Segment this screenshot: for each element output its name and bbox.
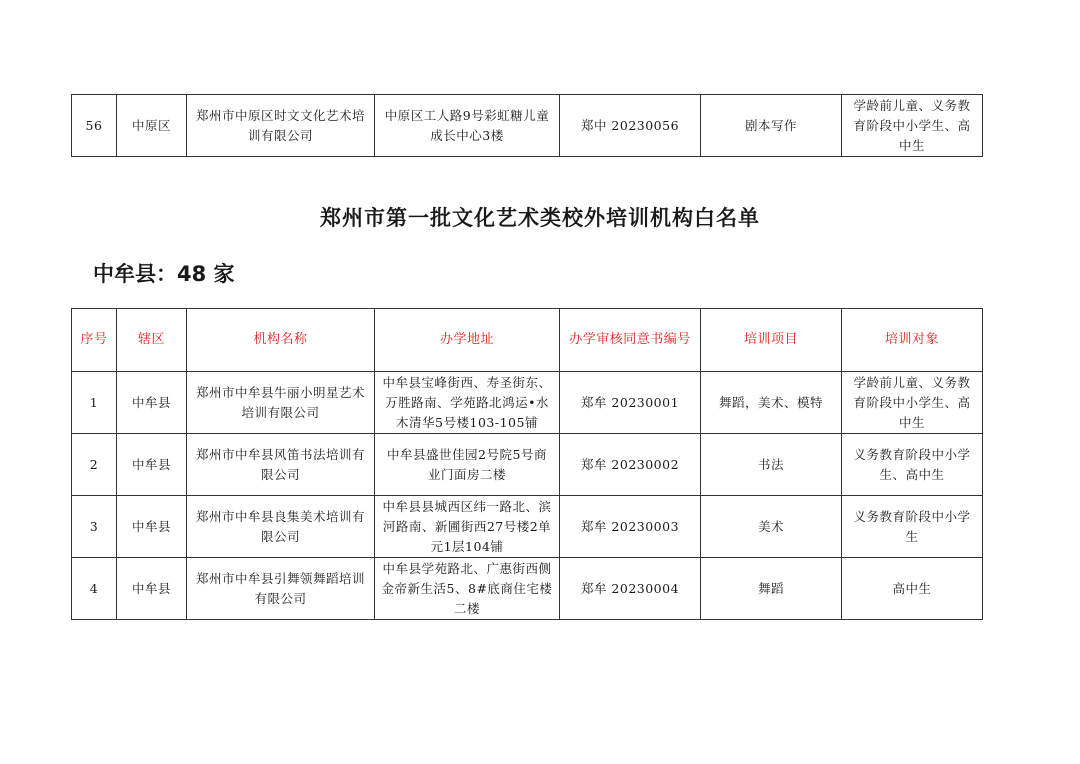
cell-name: 郑州市中原区时文文化艺术培训有限公司 bbox=[187, 95, 375, 157]
cell-name: 郑州市中牟县牛丽小明星艺术培训有限公司 bbox=[187, 372, 375, 434]
cell-target: 学龄前儿童、义务教育阶段中小学生、高中生 bbox=[842, 372, 983, 434]
cell-address: 中牟县盛世佳园2号院5号商业门面房二楼 bbox=[375, 434, 560, 496]
cell-project: 美术 bbox=[701, 496, 842, 558]
cell-address: 中牟县宝峰街西、寿圣街东、万胜路南、学苑路北鸿运•水木清华5号楼103-105铺 bbox=[375, 372, 560, 434]
cell-district: 中牟县 bbox=[117, 372, 187, 434]
cell-approval: 郑牟 20230004 bbox=[560, 558, 701, 620]
cell-address: 中原区工人路9号彩虹糖儿童成长中心3楼 bbox=[375, 95, 560, 157]
table-row bbox=[72, 558, 983, 620]
cell-district: 中牟县 bbox=[117, 496, 187, 558]
cell-district: 中牟县 bbox=[117, 434, 187, 496]
cell-address: 中牟县学苑路北、广惠街西侧金帝新生活5、8#底商住宅楼二楼 bbox=[375, 558, 560, 620]
table-row bbox=[72, 95, 983, 157]
cell-project: 书法 bbox=[701, 434, 842, 496]
cell-no: 2 bbox=[72, 434, 117, 496]
header-address: 办学地址 bbox=[375, 309, 560, 372]
cell-district: 中原区 bbox=[117, 95, 187, 157]
table-row bbox=[72, 496, 983, 558]
cell-district: 中牟县 bbox=[117, 558, 187, 620]
cell-project: 舞蹈，美术、模特 bbox=[701, 372, 842, 434]
cell-project: 舞蹈 bbox=[701, 558, 842, 620]
header-approval: 办学审核同意书编号 bbox=[560, 309, 701, 372]
header-target: 培训对象 bbox=[842, 309, 983, 372]
cell-no: 4 bbox=[72, 558, 117, 620]
cell-target: 义务教育阶段中小学生、高中生 bbox=[842, 434, 983, 496]
cell-name: 郑州市中牟县风笛书法培训有限公司 bbox=[187, 434, 375, 496]
header-project: 培训项目 bbox=[701, 309, 842, 372]
header-no: 序号 bbox=[72, 309, 117, 372]
table-row bbox=[72, 372, 983, 434]
cell-project: 剧本写作 bbox=[701, 95, 842, 157]
cell-target: 高中生 bbox=[842, 558, 983, 620]
document-title: 郑州市第一批文化艺术类校外培训机构白名单 bbox=[320, 206, 760, 230]
cell-target: 义务教育阶段中小学生 bbox=[842, 496, 983, 558]
header-district: 辖区 bbox=[117, 309, 187, 372]
cell-name: 郑州市中牟县引舞领舞蹈培训有限公司 bbox=[187, 558, 375, 620]
institution-table bbox=[71, 308, 983, 620]
cell-approval: 郑中 20230056 bbox=[560, 95, 701, 157]
header-name: 机构名称 bbox=[187, 309, 375, 372]
cell-target: 学龄前儿童、义务教育阶段中小学生、高中生 bbox=[842, 95, 983, 157]
cell-address: 中牟县县城西区纬一路北、滨河路南、新圃街西27号楼2单元1层104铺 bbox=[375, 496, 560, 558]
district-subtitle: 中牟县：48 家 bbox=[93, 262, 235, 286]
cell-approval: 郑牟 20230003 bbox=[560, 496, 701, 558]
cell-name: 郑州市中牟县良集美术培训有限公司 bbox=[187, 496, 375, 558]
previous-page-table bbox=[71, 94, 983, 157]
table-row bbox=[72, 434, 983, 496]
cell-no: 3 bbox=[72, 496, 117, 558]
cell-no: 1 bbox=[72, 372, 117, 434]
table-header-row bbox=[72, 309, 983, 372]
cell-approval: 郑牟 20230001 bbox=[560, 372, 701, 434]
cell-approval: 郑牟 20230002 bbox=[560, 434, 701, 496]
cell-no: 56 bbox=[72, 95, 117, 157]
